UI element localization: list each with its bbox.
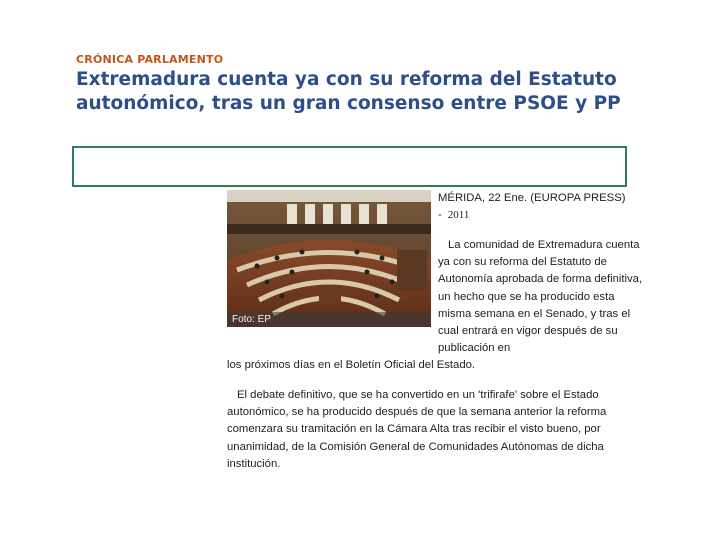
- photo-caption: Foto: EP: [227, 312, 431, 327]
- parliament-photo: [227, 190, 431, 327]
- section-kicker: CRÓNICA PARLAMENTO: [76, 53, 224, 66]
- paragraph-2: El debate definitivo, que se ha convertido en un 'trifirafe' sobre el Estado autonómico, se ha producido después de que la semana anterior la reforma comenzara su tramitación en la Cámara Alta tras recibir el visto bueno, por unanimidad, de la Comisión General de Comunidades Autónomas de dicha institución.: [227, 389, 607, 470]
- paragraph-1-end: los próximos días en el Boletín Oficial del Estado.: [227, 359, 476, 371]
- article-headline: Extremadura cuenta ya con su reforma del Estatuto autonómico, tras un gran consenso entre PSOE y PP: [76, 69, 621, 114]
- dateline-text: MÉRIDA, 22 Ene. (EUROPA PRESS) -: [438, 192, 626, 222]
- dateline: [438, 190, 648, 224]
- dateline-year: 2011: [447, 209, 470, 222]
- paragraph-1-start: La comunidad de Extremadura cuenta ya con su reforma del Estatuto de Autonomía aprobada de forma definitiva, un hecho que se ha producido esta misma semana en el Senado, y tras el cual entrará en vigor después de su publicación en: [438, 239, 643, 355]
- parliament-chamber-image: [227, 190, 431, 327]
- empty-banner-box: [72, 146, 627, 187]
